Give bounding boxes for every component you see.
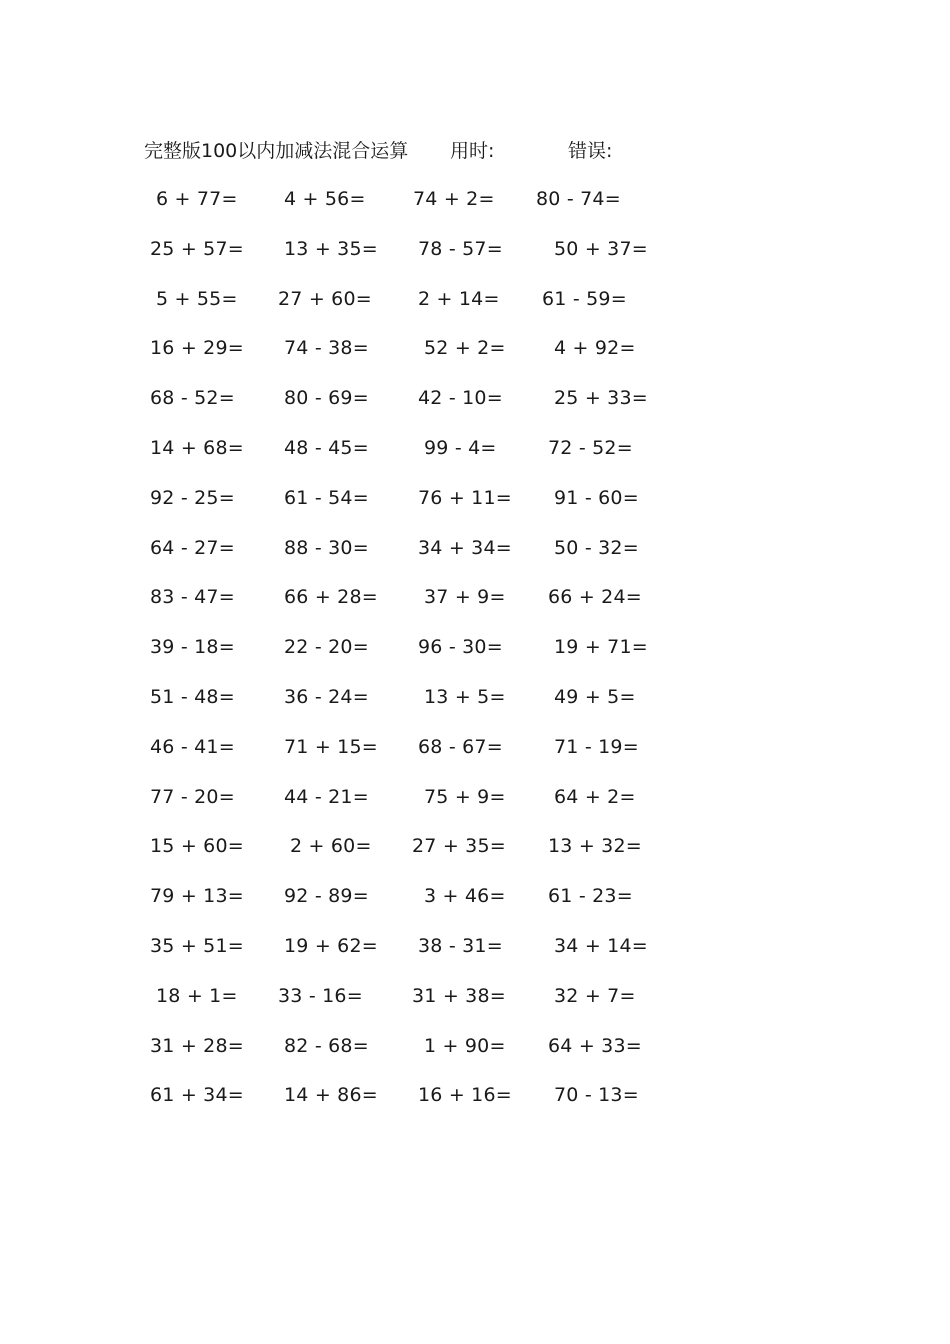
math-problem: 18 + 1=: [156, 984, 238, 1007]
math-problem: 51 - 48=: [150, 685, 235, 708]
math-problem: 66 + 28=: [284, 586, 378, 609]
math-problem: 96 - 30=: [418, 636, 503, 659]
math-problem: 50 + 37=: [554, 237, 648, 260]
math-problem: 13 + 32=: [548, 835, 642, 858]
math-problem: 74 - 38=: [284, 337, 369, 360]
math-problem: 78 - 57=: [418, 237, 503, 260]
math-problem: 16 + 16=: [418, 1084, 512, 1107]
math-problem: 50 - 32=: [554, 536, 639, 559]
problem-row: [0, 632, 950, 682]
math-problem: 42 - 10=: [418, 387, 503, 410]
math-problem: 46 - 41=: [150, 735, 235, 758]
math-problem: 64 + 33=: [548, 1034, 642, 1057]
math-problem: 66 + 24=: [548, 586, 642, 609]
math-problem: 68 - 52=: [150, 387, 235, 410]
math-problem: 32 + 7=: [554, 984, 636, 1007]
problem-row: [0, 383, 950, 433]
math-problem: 77 - 20=: [150, 785, 235, 808]
math-problem: 34 + 34=: [418, 536, 512, 559]
math-problem: 71 + 15=: [284, 735, 378, 758]
math-problem: 38 - 31=: [418, 934, 503, 957]
problem-row: [0, 981, 950, 1031]
problem-row: [0, 732, 950, 782]
math-problem: 61 + 34=: [150, 1084, 244, 1107]
math-problem: 79 + 13=: [150, 885, 244, 908]
math-problem: 48 - 45=: [284, 436, 369, 459]
math-problem: 27 + 35=: [412, 835, 506, 858]
math-problem: 80 - 69=: [284, 387, 369, 410]
math-problem: 14 + 68=: [150, 436, 244, 459]
math-problem: 5 + 55=: [156, 287, 238, 310]
problem-row: [0, 433, 950, 483]
math-problem: 13 + 5=: [424, 685, 506, 708]
problem-row: [0, 184, 950, 234]
problem-row: [0, 831, 950, 881]
problem-row: [0, 1080, 950, 1130]
math-problem: 14 + 86=: [284, 1084, 378, 1107]
math-problem: 61 - 23=: [548, 885, 633, 908]
math-problem: 16 + 29=: [150, 337, 244, 360]
math-problem: 99 - 4=: [424, 436, 497, 459]
math-problem: 92 - 25=: [150, 486, 235, 509]
math-problem: 22 - 20=: [284, 636, 369, 659]
problem-row: [0, 931, 950, 981]
worksheet-title: 完整版100以内加减法混合运算: [144, 140, 409, 162]
math-problem: 82 - 68=: [284, 1034, 369, 1057]
math-problem: 15 + 60=: [150, 835, 244, 858]
math-problem: 25 + 57=: [150, 237, 244, 260]
math-problem: 68 - 67=: [418, 735, 503, 758]
problem-grid: [0, 184, 950, 1130]
math-problem: 27 + 60=: [278, 287, 372, 310]
math-problem: 52 + 2=: [424, 337, 506, 360]
math-problem: 35 + 51=: [150, 934, 244, 957]
math-problem: 76 + 11=: [418, 486, 512, 509]
math-problem: 1 + 90=: [424, 1034, 506, 1057]
math-problem: 83 - 47=: [150, 586, 235, 609]
math-problem: 61 - 59=: [542, 287, 627, 310]
math-problem: 70 - 13=: [554, 1084, 639, 1107]
math-problem: 61 - 54=: [284, 486, 369, 509]
problem-row: [0, 782, 950, 832]
math-problem: 72 - 52=: [548, 436, 633, 459]
math-problem: 75 + 9=: [424, 785, 506, 808]
problem-row: [0, 582, 950, 632]
math-problem: 92 - 89=: [284, 885, 369, 908]
math-problem: 19 + 62=: [284, 934, 378, 957]
problem-row: [0, 1031, 950, 1081]
math-problem: 2 + 60=: [290, 835, 372, 858]
math-problem: 6 + 77=: [156, 188, 238, 210]
problem-row: [0, 533, 950, 583]
math-problem: 36 - 24=: [284, 685, 369, 708]
math-problem: 34 + 14=: [554, 934, 648, 957]
math-problem: 31 + 38=: [412, 984, 506, 1007]
math-problem: 19 + 71=: [554, 636, 648, 659]
math-problem: 4 + 92=: [554, 337, 636, 360]
problem-row: [0, 234, 950, 284]
math-problem: 33 - 16=: [278, 984, 363, 1007]
time-used-label: 用时:: [450, 140, 495, 162]
problem-row: [0, 333, 950, 383]
math-problem: 4 + 56=: [284, 188, 366, 210]
math-problem: 2 + 14=: [418, 287, 500, 310]
math-problem: 64 - 27=: [150, 536, 235, 559]
math-problem: 71 - 19=: [554, 735, 639, 758]
math-problem: 88 - 30=: [284, 536, 369, 559]
math-problem: 13 + 35=: [284, 237, 378, 260]
errors-label: 错误:: [568, 140, 613, 162]
math-problem: 44 - 21=: [284, 785, 369, 808]
problem-row: [0, 284, 950, 334]
math-problem: 91 - 60=: [554, 486, 639, 509]
math-problem: 49 + 5=: [554, 685, 636, 708]
math-problem: 3 + 46=: [424, 885, 506, 908]
math-problem: 64 + 2=: [554, 785, 636, 808]
math-problem: 74 + 2=: [413, 188, 495, 210]
problem-row: [0, 881, 950, 931]
math-problem: 25 + 33=: [554, 387, 648, 410]
math-problem: 37 + 9=: [424, 586, 506, 609]
math-problem: 80 - 74=: [536, 188, 621, 210]
math-problem: 39 - 18=: [150, 636, 235, 659]
problem-row: [0, 483, 950, 533]
math-problem: 31 + 28=: [150, 1034, 244, 1057]
problem-row: [0, 682, 950, 732]
